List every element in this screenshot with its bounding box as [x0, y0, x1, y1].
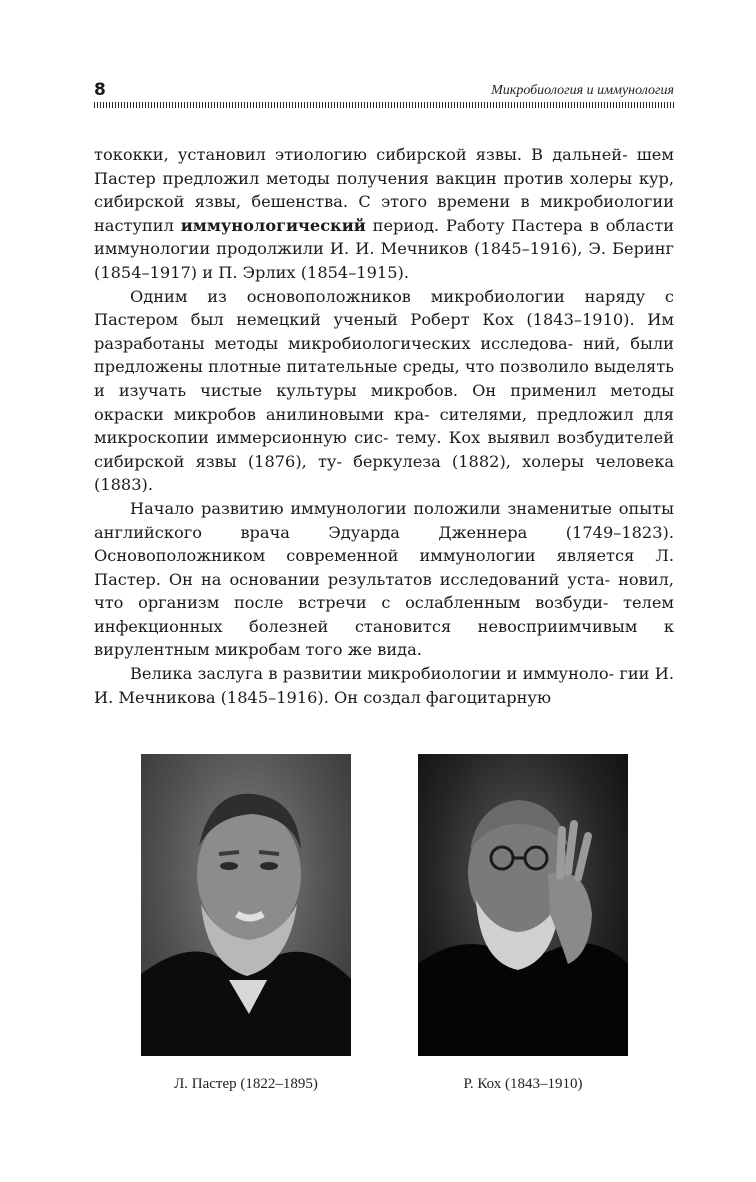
pasteur-portrait-drawing [141, 754, 351, 1056]
text-line: Им разработаны методы микробиологических исследова- [94, 310, 674, 353]
text-line: тококки, установил этиологию сибирской язвы. В дальней- [94, 145, 628, 164]
text-line: опыты английского врача Эдуарда Дженнера (1749–1823). [94, 498, 674, 542]
text-line: Л. Пастер. Он на основании результатов исследований уста- [94, 546, 674, 589]
body-text [94, 143, 674, 709]
text-line: сителями, предложил для микроскопии иммерсионную сис- [94, 404, 675, 448]
text-line: (1845–1916), Э. Беринг (1854–1917) и П. Эрлих (1854–1915). [94, 239, 675, 282]
text-line: ний, были предложены плотные питательные среды, что [94, 333, 674, 377]
paragraph-1 [94, 143, 674, 285]
text-line: к вирулентным микробам того же вида. [94, 616, 675, 660]
pasteur-caption: Л. Пастер (1822–1895) [174, 1076, 318, 1092]
page-header [94, 76, 674, 102]
pasteur-portrait [141, 754, 351, 1056]
text-line: Пастером был немецкий ученый Роберт Кох (1843–1910). [94, 310, 635, 330]
koch-portrait [418, 754, 628, 1056]
text-line: шем Пастер предложил методы получения вакцин против [94, 145, 674, 188]
koch-portrait-drawing [418, 754, 628, 1056]
text-line: позволило выделять и изучать чистые культуры микробов. [94, 357, 674, 400]
bold-term: иммунологический [180, 215, 366, 235]
text-line: Он применил методы окраски микробов анилиновыми кра- [94, 380, 675, 424]
koch-caption: Р. Кох (1843–1910) [463, 1076, 583, 1092]
text-line: телем инфекционных болезней становится невосприимчивым [94, 593, 674, 636]
text-line: период. Работу [365, 215, 505, 235]
text-line: Начало развитию иммунологии положили знаменитые [130, 498, 612, 518]
page-number: 8 [94, 80, 106, 100]
text-line: новил, что организм после встречи с ослабленным возбуди- [94, 569, 674, 613]
paragraph-2 [94, 285, 674, 497]
text-line: беркулеза (1882), холеры человека (1883). [94, 451, 674, 495]
text-line: тему. Кох выявил возбудителей сибирской язвы (1876), ту- [94, 428, 674, 471]
text-line: микробиологии наступил [94, 192, 674, 235]
running-title: Микробиология и иммунология [491, 83, 674, 98]
paragraph-4 [94, 662, 674, 709]
paragraph-3 [94, 497, 674, 662]
header-dotted-rule [94, 102, 674, 108]
text-line: гии И. И. Мечникова (1845–1916). Он создал фагоцитарную [94, 664, 675, 707]
text-line: Основоположником современной иммунологии является [94, 546, 635, 566]
text-line: Велика заслуга в развитии микробиологии и иммуноло- [130, 664, 615, 684]
text-line: Одним из основоположников микробиологии наряду с [130, 286, 674, 306]
text-line: Пастера в области иммунологии продолжили И. И. Мечников [94, 215, 674, 259]
text-line: холеры кур, сибирской язвы, бешенства. С этого времени в [94, 168, 674, 212]
